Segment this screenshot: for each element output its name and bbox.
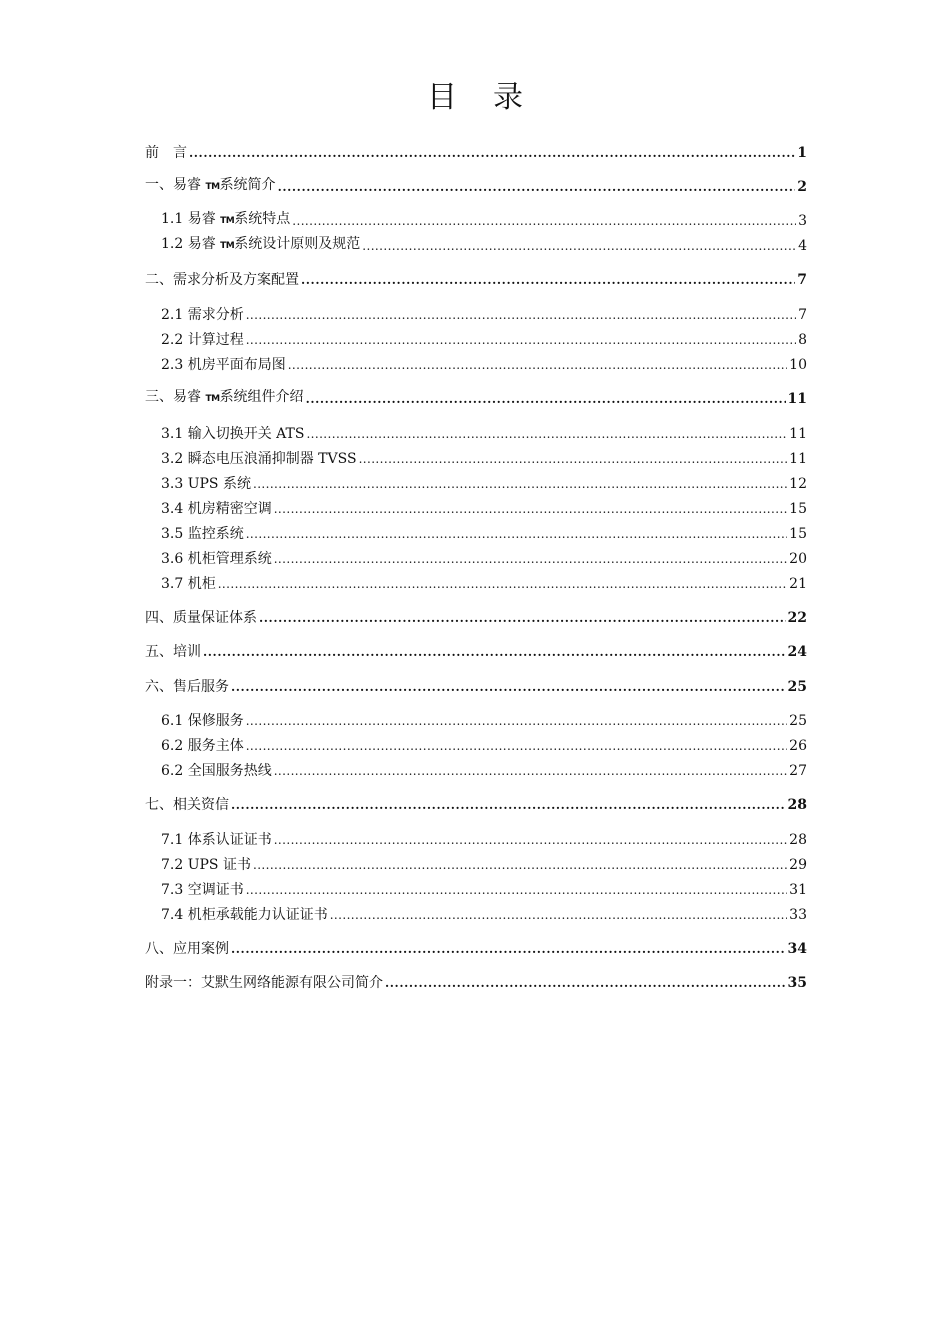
toc-entry-page-number: 34 [787, 941, 807, 957]
toc-entry[interactable] [145, 270, 807, 290]
toc-entry-page-number: 2 [797, 179, 807, 195]
toc-entry-label: 二、需求分析及方案配置 [145, 272, 299, 288]
toc-entry[interactable] [161, 549, 807, 569]
toc-entry[interactable] [161, 211, 807, 231]
toc-entry-page-number: 35 [787, 975, 807, 991]
toc-entry-label: 6.2 全国服务热线 [161, 763, 272, 779]
toc-entry-page-number: 12 [789, 476, 807, 492]
toc-dot-leader [246, 880, 787, 900]
toc-entry-label: 前 言 [145, 145, 187, 161]
toc-entry[interactable] [161, 574, 807, 594]
toc-entry-label: 1.1 易睿 TM系统特点 [161, 211, 291, 227]
toc-entry-label: 2.2 计算过程 [161, 332, 244, 348]
toc-entry-page-number: 11 [787, 391, 807, 407]
toc-entry[interactable] [161, 761, 807, 781]
toc-entry-page-number: 4 [798, 238, 807, 254]
toc-dot-leader [246, 305, 796, 325]
page-title [0, 72, 950, 116]
toc-entry[interactable] [161, 424, 807, 444]
toc-dot-leader [246, 736, 787, 756]
toc-entry-label: 7.3 空调证书 [161, 882, 244, 898]
toc-entry-page-number: 11 [789, 451, 807, 467]
toc-entry-label: 2.1 需求分析 [161, 307, 244, 323]
toc-dot-leader [330, 905, 787, 925]
toc-entry-label: 3.2 瞬态电压浪涌抑制器 TVSS [161, 451, 357, 467]
toc-entry-page-number: 20 [789, 551, 807, 567]
toc-dot-leader [218, 574, 787, 594]
toc-entry-label: 四、质量保证体系 [145, 610, 257, 626]
toc-entry-label: 附录一：艾默生网络能源有限公司简介 [145, 975, 383, 991]
toc-entry-page-number: 33 [789, 907, 807, 923]
toc-entry[interactable] [161, 330, 807, 350]
toc-entry[interactable] [161, 474, 807, 494]
toc-dot-leader [253, 474, 787, 494]
toc-dot-leader [259, 608, 786, 628]
toc-entry-page-number: 28 [787, 797, 807, 813]
toc-entry[interactable] [161, 880, 807, 900]
toc-entry-page-number: 15 [789, 501, 807, 517]
toc-dot-leader [246, 524, 787, 544]
toc-entry[interactable] [145, 939, 807, 959]
toc-entry[interactable] [161, 855, 807, 875]
toc-entry-page-number: 7 [798, 307, 807, 323]
toc-entry-page-number: 25 [787, 679, 807, 695]
toc-entry-page-number: 29 [789, 857, 807, 873]
toc-entry[interactable] [161, 305, 807, 325]
toc-entry-label: 3.5 监控系统 [161, 526, 244, 542]
toc-dot-leader [288, 355, 787, 375]
toc-entry[interactable] [161, 355, 807, 375]
toc-dot-leader [189, 143, 795, 163]
toc-entry-label: 3.7 机柜 [161, 576, 216, 592]
toc-entry-page-number: 24 [787, 644, 807, 660]
toc-entry-label: 五、培训 [145, 644, 201, 660]
toc-entry-page-number: 1 [797, 145, 807, 161]
toc-entry-label: 3.1 输入切换开关 ATS [161, 426, 305, 442]
toc-dot-leader [274, 761, 787, 781]
toc-dot-leader [274, 549, 787, 569]
toc-entry[interactable] [161, 236, 807, 256]
toc-entry-page-number: 31 [789, 882, 807, 898]
toc-entry-label: 7.4 机柜承载能力认证证书 [161, 907, 328, 923]
toc-dot-leader [362, 236, 796, 256]
toc-dot-leader [274, 830, 787, 850]
toc-entry[interactable] [161, 711, 807, 731]
toc-entry-label: 3.4 机房精密空调 [161, 501, 272, 517]
toc-entry-label: 七、相关资信 [145, 797, 229, 813]
toc-entry-label: 1.2 易睿 TM系统设计原则及规范 [161, 236, 361, 252]
toc-entry-page-number: 15 [789, 526, 807, 542]
toc-entry[interactable] [145, 642, 807, 662]
toc-entry-label: 八、应用案例 [145, 941, 229, 957]
toc-entry[interactable] [161, 905, 807, 925]
toc-entry[interactable] [145, 608, 807, 628]
toc-entry-label: 7.1 体系认证证书 [161, 832, 272, 848]
toc-entry-page-number: 10 [789, 357, 807, 373]
page-title-part1: 目 [427, 80, 457, 115]
toc-dot-leader [359, 449, 788, 469]
page-title-part2: 录 [493, 80, 523, 115]
toc-entry[interactable] [161, 499, 807, 519]
toc-entry[interactable] [161, 449, 807, 469]
toc-entry[interactable] [161, 736, 807, 756]
toc-dot-leader [246, 330, 796, 350]
toc-entry-page-number: 27 [789, 763, 807, 779]
toc-entry-label: 6.1 保修服务 [161, 713, 244, 729]
toc-dot-leader [292, 211, 796, 231]
toc-entry[interactable] [145, 389, 807, 409]
toc-entry[interactable] [145, 973, 807, 993]
toc-dot-leader [231, 677, 786, 697]
toc-dot-leader [253, 855, 787, 875]
toc-entry[interactable] [161, 830, 807, 850]
toc-entry-page-number: 8 [798, 332, 807, 348]
toc-dot-leader [278, 177, 796, 197]
toc-entry[interactable] [145, 795, 807, 815]
toc-entry-page-number: 3 [798, 213, 807, 229]
toc-entry-page-number: 25 [789, 713, 807, 729]
toc-entry-label: 2.3 机房平面布局图 [161, 357, 286, 373]
toc-entry-label: 三、易睿 TM系统组件介绍 [145, 389, 304, 405]
toc-entry-page-number: 7 [797, 272, 807, 288]
toc-dot-leader [306, 389, 786, 409]
toc-dot-leader [274, 499, 787, 519]
toc-entry[interactable] [145, 177, 807, 197]
toc-dot-leader [385, 973, 786, 993]
toc-entry[interactable] [145, 677, 807, 697]
toc-dot-leader [231, 795, 786, 815]
toc-entry-label: 6.2 服务主体 [161, 738, 244, 754]
toc-entry-label: 六、售后服务 [145, 679, 229, 695]
toc-dot-leader [301, 270, 795, 290]
toc-dot-leader [306, 424, 787, 444]
toc-entry[interactable] [161, 524, 807, 544]
toc-entry[interactable] [145, 143, 807, 163]
toc-entry-page-number: 21 [789, 576, 807, 592]
toc-entry-page-number: 11 [789, 426, 807, 442]
toc-entry-page-number: 26 [789, 738, 807, 754]
toc-entry-label: 一、易睿 TM系统简介 [145, 177, 276, 193]
toc-entry-label: 7.2 UPS 证书 [161, 857, 251, 873]
toc-entry-page-number: 22 [787, 610, 807, 626]
toc-entry-page-number: 28 [789, 832, 807, 848]
toc-dot-leader [246, 711, 787, 731]
toc-entry-label: 3.6 机柜管理系统 [161, 551, 272, 567]
toc-dot-leader [203, 642, 786, 662]
toc-entry-label: 3.3 UPS 系统 [161, 476, 251, 492]
toc-dot-leader [231, 939, 786, 959]
